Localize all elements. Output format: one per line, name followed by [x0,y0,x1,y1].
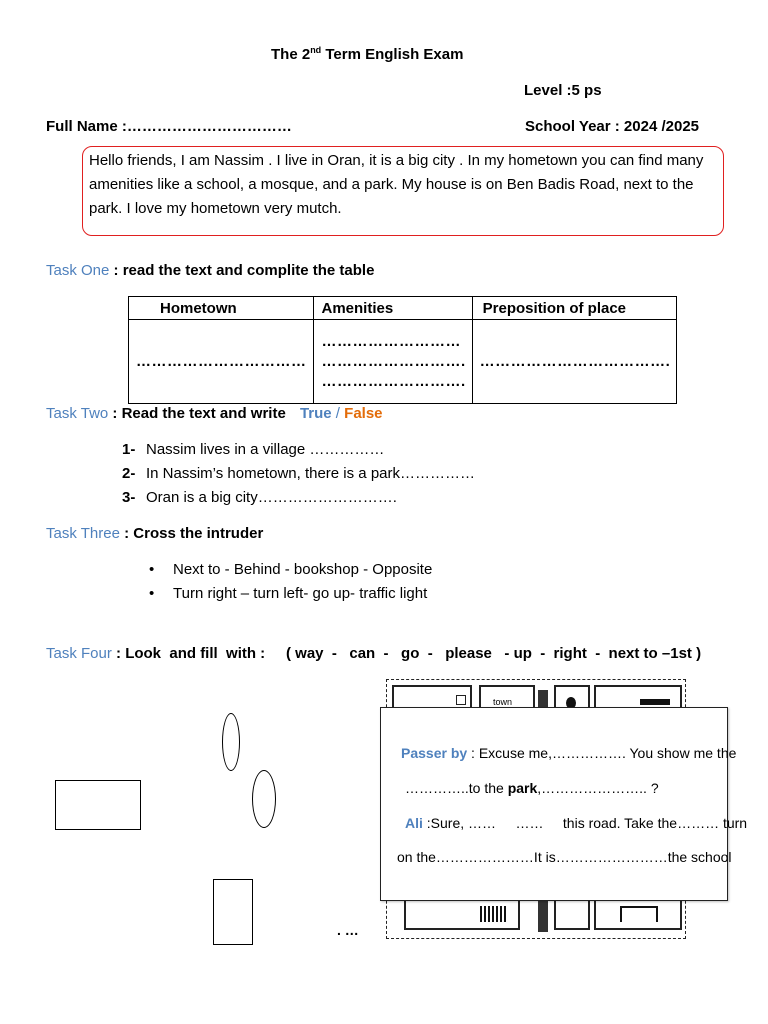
title-post: Term English Exam [321,46,464,63]
tall-rectangle-shape [213,879,253,945]
speaker-passer-by: Passer by [401,745,468,761]
stray-dots: . … [337,922,359,938]
school-gate-icon [480,906,506,922]
list-item: • Turn right – turn left- go up- traffic light [173,582,432,606]
slash: / [331,405,345,422]
table-row [129,320,677,404]
level-label: Level :5 ps [524,82,602,99]
task-three-label: Task Three [46,525,120,542]
dialog-text-2a: …………..to the [405,780,508,796]
oval-shape-1 [222,713,240,771]
task-two-instruction: : Read the text and write [108,405,290,422]
shop-icon [640,699,670,705]
dialog-line-4: on the…………………It is……………………the school [397,849,732,865]
list-item [122,438,475,462]
full-name-field: Full Name :…………………………… [46,118,292,135]
map-building [404,898,520,930]
list-item: • Next to - Behind - bookshop - Opposite [173,558,432,582]
dialog-line-3 [405,815,747,831]
preposition-blank[interactable]: ………………………………. [479,352,671,370]
dialog-line-1 [401,745,736,761]
task-one-heading [46,262,374,279]
item-number: 2- [122,465,136,482]
task-three-instruction: : Cross the intruder [119,525,264,542]
dialog-text-3: :Sure, …… …… this road. Take the……… turn [422,815,748,831]
window-icon [456,695,466,705]
col-hometown: Hometown [129,297,314,320]
task-one-instruction: : read the text and complite the table [109,262,375,279]
amenity-blank-3[interactable]: ………………………. [321,372,466,390]
task-three-heading [46,525,263,542]
hometown-blank[interactable]: …………………………… [136,352,307,370]
title-sup: nd [310,45,322,55]
false-label: False [344,405,383,422]
list-item [122,462,475,486]
map-town-label: town [493,697,513,707]
task-four-heading [46,645,701,662]
list-item [122,486,475,510]
amenity-blank-1[interactable]: ……………………… [321,332,461,350]
school-year: School Year : 2024 /2025 [525,118,700,135]
hometown-table [128,296,677,404]
true-label: True [299,405,332,422]
task-two-heading [46,405,383,422]
item-text: Nassim lives in a village …………… [146,441,385,458]
dialog-text-1: : Excuse me,……………. You show me the [467,745,737,761]
col-preposition: Preposition of place [472,297,677,320]
col-amenities: Amenities [313,297,472,320]
task-four-instruction: : Look and fill with : ( way - can - go - please - up - right - next to –1st ) [111,645,702,662]
task-two-label: Task Two [46,405,109,422]
item-number: 3- [122,489,136,506]
dialog-box [380,707,748,901]
oval-shape-2 [252,770,276,828]
dialog-text-2c: ,………………….. ? [537,780,659,796]
item-number: 1- [122,441,136,458]
speaker-ali: Ali [405,815,423,831]
dialog-text-2b: park [507,780,538,796]
task-two-list [122,438,475,510]
map-building [594,898,682,930]
map-building [554,898,590,930]
title-pre: The 2 [271,46,311,63]
amenity-blank-2[interactable]: ………………………. [321,352,466,370]
rectangle-shape [55,780,141,830]
intro-text-box: Hello friends, I am Nassim . I live in Oran, it is a big city . In my hometown you can find many amenities like a school, a mosque, and a park. My house is on Ben Badis Road, next to the park. I love my hometown very mutch. [82,146,724,236]
exam-title [271,45,463,63]
task-one-label: Task One [46,262,110,279]
mosque-icon [620,906,658,922]
task-three-list [173,558,432,606]
task-four-label: Task Four [46,645,112,662]
item-text: In Nassim’s hometown, there is a park…………… [146,465,475,482]
table-header-row [129,297,677,320]
item-text: Oran is a big city………………………. [146,489,397,506]
dialog-line-2 [405,780,659,796]
